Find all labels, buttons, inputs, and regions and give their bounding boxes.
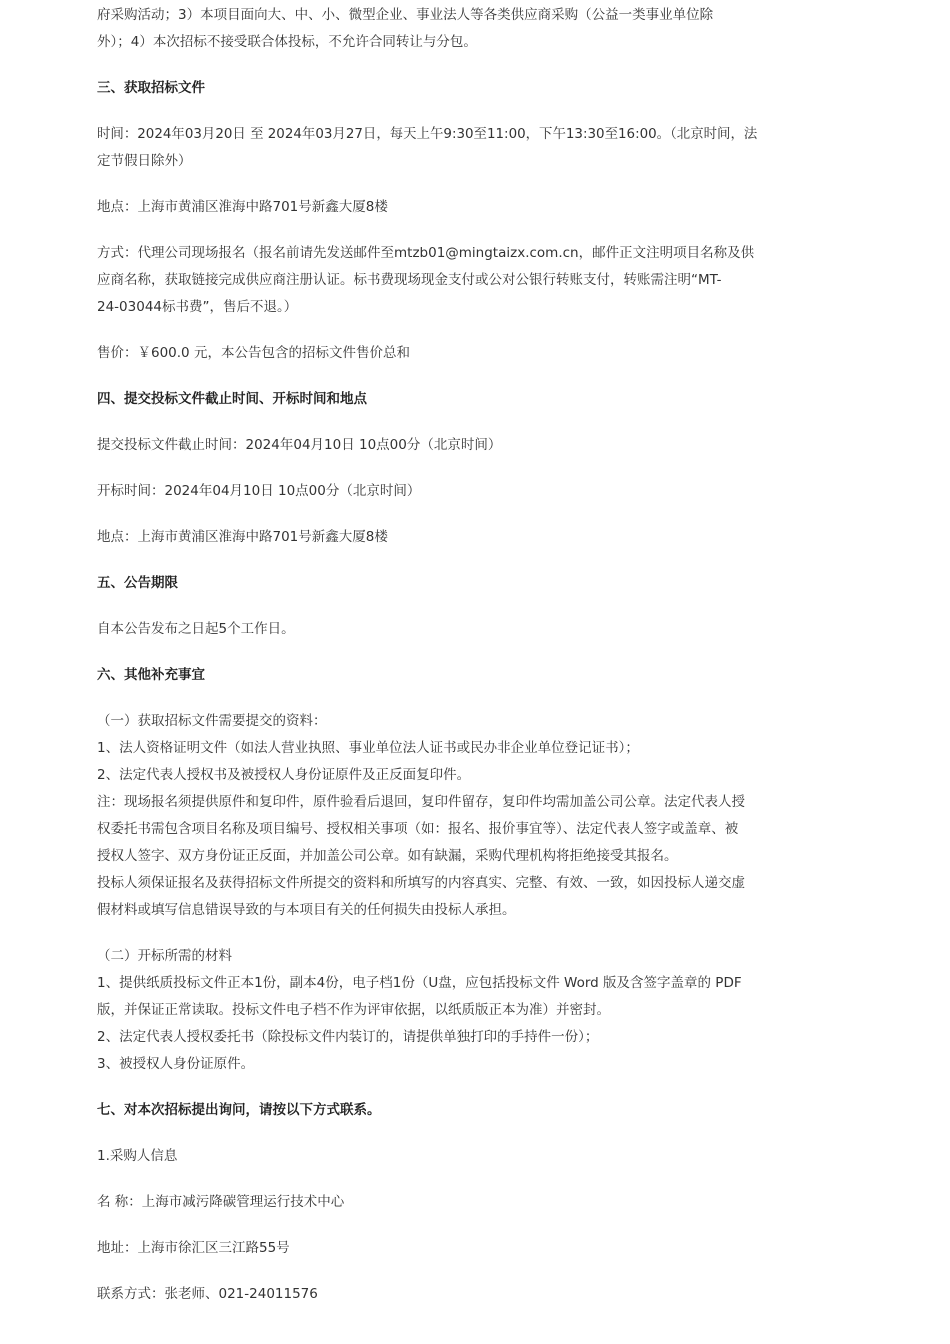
- buyer-info-heading: 1.采购人信息: [97, 1148, 178, 1164]
- obtain-method-line-1: 方式：代理公司现场报名（报名前请先发送邮件至mtzb01@mingtaizx.com.cn，邮件正文注明项目名称及供: [97, 245, 755, 261]
- document-price: 售价：￥600.0 元，本公告包含的招标文件售价总和: [97, 345, 410, 361]
- opening-material-3: 3、被授权人身份证原件。: [97, 1056, 255, 1072]
- obtain-method-line-3: 24-03044标书费”，售后不退。）: [97, 299, 298, 315]
- obtain-method-line-2: 应商名称，获取链接完成供应商注册认证。标书费现场现金支付或公对公银行转账支付，转账需注明“MT-: [97, 272, 722, 288]
- subsection-required-materials: （一）获取招标文件需要提交的资料：: [97, 713, 327, 729]
- note-line-3: 授权人签字、双方身份证正反面，并加盖公司公章。如有缺漏，采购代理机构将拒绝接受其报名。: [97, 848, 678, 864]
- eligibility-text-line-2: 外）；4）本次招标不接受联合体投标，不允许合同转让与分包。: [97, 34, 477, 50]
- note-line-2: 权委托书需包含项目名称及项目编号、授权相关事项（如：报名、报价事宜等）、法定代表人签字或盖章、被: [97, 821, 739, 837]
- obtain-place: 地点：上海市黄浦区淮海中路701号新鑫大厦8楼: [97, 199, 388, 215]
- opening-material-1-line-1: 1、提供纸质投标文件正本1份，副本4份，电子档1份（U盘，应包括投标文件 Word 版及含签字盖章的 PDF: [97, 975, 742, 991]
- buyer-contact: 联系方式：张老师、021-24011576: [97, 1286, 318, 1302]
- section-heading-obtain-documents: 三、获取招标文件: [97, 80, 205, 96]
- opening-time: 开标时间：2024年04月10日 10点00分（北京时间）: [97, 483, 421, 499]
- guarantee-line-2: 假材料或填写信息错误导致的与本项目有关的任何损失由投标人承担。: [97, 902, 516, 918]
- obtain-time-line-2: 定节假日除外）: [97, 153, 192, 169]
- section-heading-inquiry: 七、对本次招标提出询问，请按以下方式联系。: [97, 1102, 381, 1118]
- opening-material-1-line-2: 版，并保证正常读取。投标文件电子档不作为评审依据，以纸质版正本为准）并密封。: [97, 1002, 610, 1018]
- guarantee-line-1: 投标人须保证报名及获得招标文件所提交的资料和所填写的内容真实、完整、有效、一致，如因投标人递交虚: [97, 875, 745, 891]
- buyer-address: 地址：上海市徐汇区三江路55号: [97, 1240, 290, 1256]
- section-heading-supplementary: 六、其他补充事宜: [97, 667, 205, 683]
- announcement-period: 自本公告发布之日起5个工作日。: [97, 621, 295, 637]
- section-heading-period: 五、公告期限: [97, 575, 178, 591]
- submission-deadline: 提交投标文件截止时间：2024年04月10日 10点00分（北京时间）: [97, 437, 502, 453]
- required-material-1: 1、法人资格证明文件（如法人营业执照、事业单位法人证书或民办非企业单位登记证书）；: [97, 740, 639, 756]
- subsection-opening-materials: （二）开标所需的材料: [97, 948, 232, 964]
- opening-place: 地点：上海市黄浦区淮海中路701号新鑫大厦8楼: [97, 529, 388, 545]
- buyer-name: 名 称：上海市减污降碳管理运行技术中心: [97, 1194, 345, 1210]
- required-material-2: 2、法定代表人授权书及被授权人身份证原件及正反面复印件。: [97, 767, 471, 783]
- opening-material-2: 2、法定代表人授权委托书（除投标文件内装订的，请提供单独打印的手持件一份）；: [97, 1029, 599, 1045]
- note-line-1: 注：现场报名须提供原件和复印件，原件验看后退回，复印件留存，复印件均需加盖公司公章。法定代表人授: [97, 794, 745, 810]
- obtain-time-line-1: 时间：2024年03月20日 至 2024年03月27日，每天上午9:30至11:00，下午13:30至16:00。（北京时间，法: [97, 126, 758, 142]
- announcement-document: [97, 0, 757, 1308]
- section-heading-deadline: 四、提交投标文件截止时间、开标时间和地点: [97, 391, 367, 407]
- eligibility-text-line-1: 府采购活动；3）本项目面向大、中、小、微型企业、事业法人等各类供应商采购（公益一类事业单位除: [97, 7, 714, 23]
